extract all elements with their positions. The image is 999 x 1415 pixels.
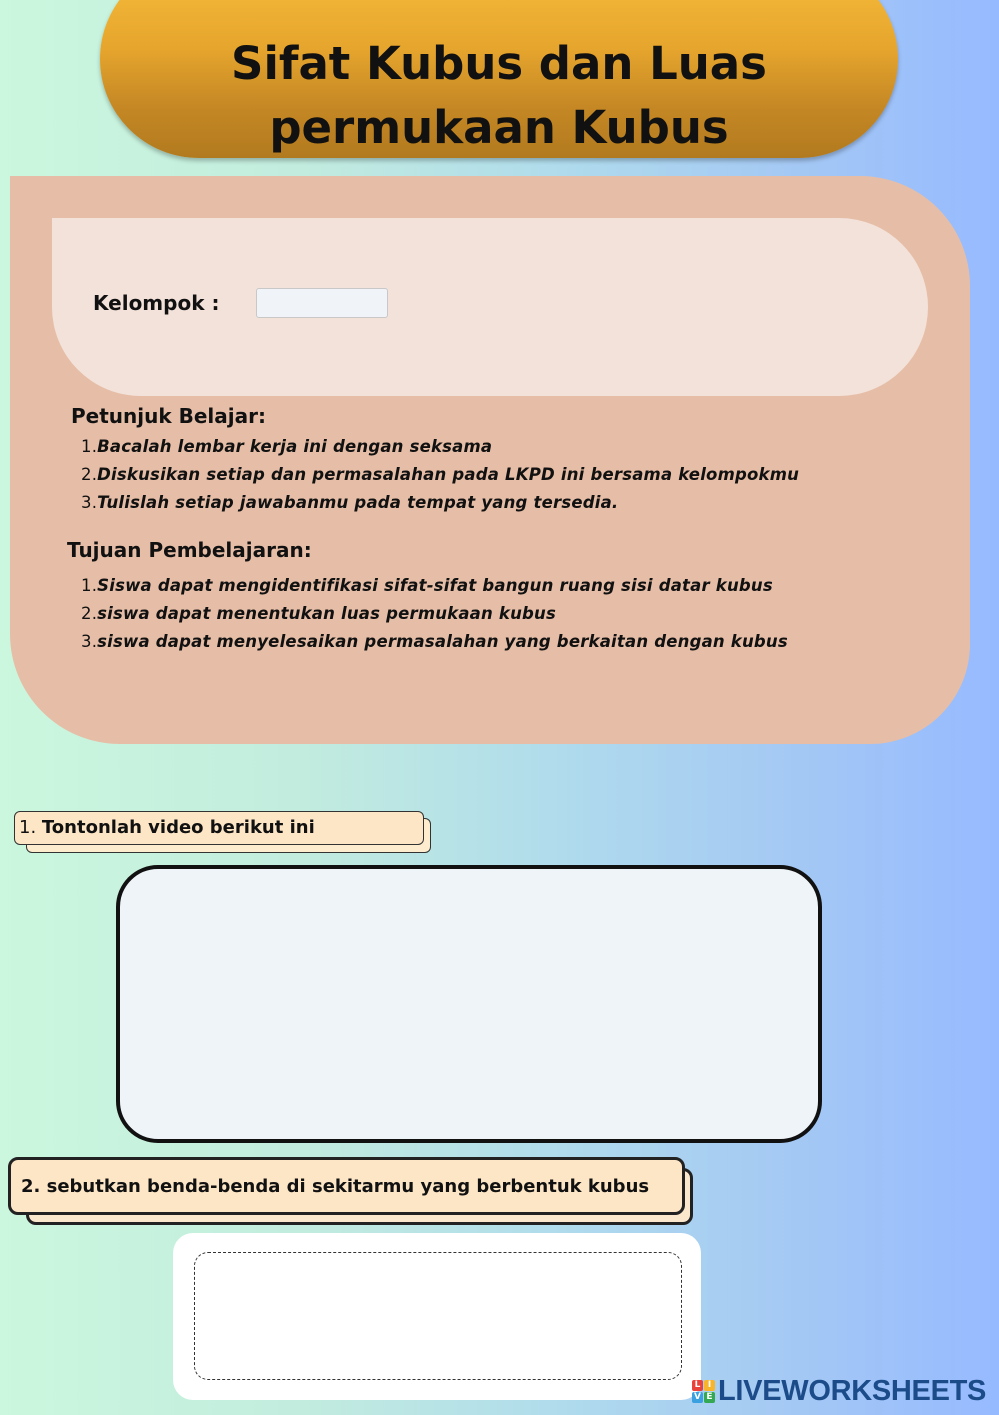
liveworksheets-logo bbox=[692, 1374, 986, 1408]
objectives-heading: Tujuan Pembelajaran: bbox=[67, 538, 312, 562]
answer-input[interactable] bbox=[194, 1252, 682, 1380]
video-player[interactable] bbox=[116, 865, 822, 1143]
list-item: 1.Bacalah lembar kerja ini dengan seksama bbox=[81, 437, 493, 456]
list-item: 1.Siswa dapat mengidentifikasi sifat-sifat bangun ruang sisi datar kubus bbox=[81, 576, 773, 595]
instructions-heading: Petunjuk Belajar: bbox=[71, 404, 266, 428]
brand-name: LIVEWORKSHEETS bbox=[718, 1374, 987, 1407]
question-1-label: 1. Tontonlah video berikut ini bbox=[14, 811, 424, 845]
liveworksheets-icon: L I V E bbox=[692, 1380, 715, 1403]
list-item: 2.Diskusikan setiap dan permasalahan pada LKPD ini bersama kelompokmu bbox=[81, 465, 800, 484]
group-label: Kelompok : bbox=[93, 291, 220, 315]
list-item: 3.Tulislah setiap jawabanmu pada tempat yang tersedia. bbox=[81, 493, 619, 512]
instructions-list bbox=[81, 433, 799, 517]
question-2-label: 2. sebutkan benda-benda di sekitarmu yang berbentuk kubus bbox=[8, 1157, 685, 1215]
list-item: 3.siswa dapat menyelesaikan permasalahan yang berkaitan dengan kubus bbox=[81, 632, 788, 651]
list-item: 2.siswa dapat menentukan luas permukaan kubus bbox=[81, 604, 557, 623]
objectives-list bbox=[81, 572, 788, 656]
page-title: Sifat Kubus dan Luas permukaan Kubus bbox=[231, 37, 767, 154]
group-input[interactable] bbox=[256, 288, 388, 318]
